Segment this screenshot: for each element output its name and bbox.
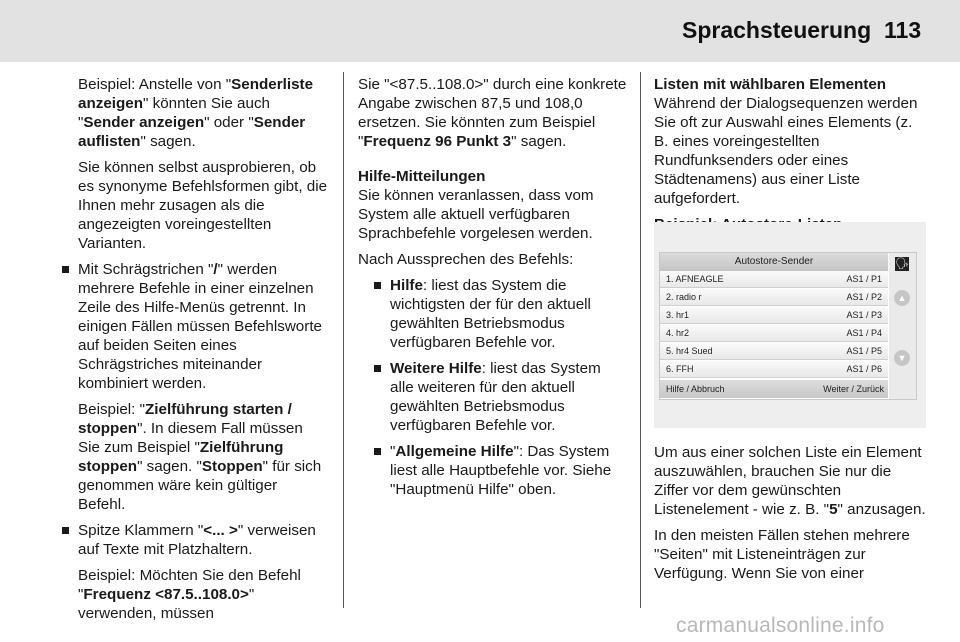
list-item: Weitere Hilfe: liest das System alle weiteren für den aktuell gewählten Betriebsmodus verfügbaren Befehle vor.: [372, 359, 628, 435]
column-right: [654, 75, 926, 234]
scroll-up-icon[interactable]: ▲: [894, 290, 910, 306]
paragraph: Während der Dialogsequenzen werden Sie oft zur Auswahl eines Elements (z. B. eines voreingestellten Rundfunksenders oder eines Städtenamens) aus einer Liste aufgefordert.: [654, 95, 918, 207]
scroll-down-icon[interactable]: ▼: [894, 350, 910, 366]
page-number: 113: [884, 17, 922, 43]
paragraph: Um aus einer solchen Liste ein Element auszuwählen, brauchen Sie nur die Ziffer vor dem gewünschten Listenelement - wie z. B. "5" anzusagen.: [654, 444, 926, 518]
list-item: "Allgemeine Hilfe": Das System liest alle Hauptbefehle vor. Siehe "Hauptmenü Hilfe" oben.: [372, 442, 628, 499]
list-item: Mit Schrägstrichen "/" werden mehrere Befehle in einer einzelnen Zeile des Hilfe-Menüs getrennt. In einigen Fällen müssen Befehlsworte auf beiden Seiten eines Schrägstriches miteinander kombiniert werden.: [60, 260, 328, 393]
list-item: Hilfe: liest das System die wichtigsten der für den aktuell gewählten Betriebsmodus verfügbaren Befehle vor.: [372, 276, 628, 352]
column-left: [60, 75, 328, 630]
column-right-lower: [654, 443, 926, 590]
next-back-label[interactable]: Weiter / Zurück: [823, 384, 884, 394]
column-middle: [358, 75, 628, 506]
section-heading: Listen mit wählbaren Elementen: [654, 76, 887, 93]
paragraph: Beispiel: "Zielführung starten / stoppen". In diesem Fall müssen Sie zum Beispiel "Zielführung stoppen" sagen. "Stoppen" für sich genommen wäre kein gültiger Befehl.: [78, 401, 322, 513]
column-divider: [343, 72, 344, 608]
station-row[interactable]: 6. FFH AS1 / P6: [660, 361, 888, 378]
paragraph: Sie können veranlassen, dass vom System alle aktuell verfügbaren Sprachbefehle vorgelesen werden.: [358, 187, 594, 242]
column-divider: [640, 72, 641, 608]
paragraph: In den meisten Fällen stehen mehrere "Seiten" mit Listeneinträgen zur Verfügung. Wenn Sie von einer: [654, 527, 910, 582]
paragraph: Beispiel: Anstelle von "Senderliste anzeigen" könnten Sie auch "Sender anzeigen" oder "Sender auflisten" sagen.: [78, 76, 314, 150]
paragraph: Nach Aussprechen des Befehls:: [358, 251, 574, 268]
paragraph: Beispiel: Möchten Sie den Befehl "Frequenz <87.5..108.0>" verwenden, müssen: [78, 567, 301, 622]
autostore-screen-figure: [654, 222, 926, 428]
watermark: carmanualsonline.info: [676, 614, 885, 637]
page-title: Sprachsteuerung: [682, 17, 872, 43]
help-cancel-label[interactable]: Hilfe / Abbruch: [666, 384, 725, 394]
page-header: [0, 0, 960, 62]
screen-footer: [660, 380, 888, 398]
paragraph: Sie können selbst ausprobieren, ob es synonyme Befehlsformen gibt, die Ihnen mehr zusagen als die angezeigten voreingestellten Varianten.: [78, 159, 328, 252]
station-row[interactable]: 2. radio r AS1 / P2: [660, 289, 888, 306]
station-row[interactable]: 3. hr1 AS1 / P3: [660, 307, 888, 324]
screen-title: Autostore-Sender: [660, 253, 888, 271]
paragraph: Sie "<87.5..108.0>" durch eine konkrete Angabe zwischen 87,5 und 108,0 ersetzen. Sie könnten zum Beispiel "Frequenz 96 Punkt 3" sagen.: [358, 76, 627, 150]
station-row[interactable]: 1. AFNEAGLE AS1 / P1: [660, 271, 888, 288]
infotainment-display: [659, 252, 917, 400]
station-row[interactable]: 5. hr4 Sued AS1 / P5: [660, 343, 888, 360]
section-heading: Hilfe-Mitteilungen: [358, 168, 486, 185]
station-row[interactable]: 4. hr2 AS1 / P4: [660, 325, 888, 342]
list-item: Spitze Klammern "<... >" verweisen auf Texte mit Platzhaltern.: [60, 521, 328, 559]
speech-control-icon: 🗣: [895, 258, 909, 270]
screen-side-bar: [889, 253, 916, 399]
